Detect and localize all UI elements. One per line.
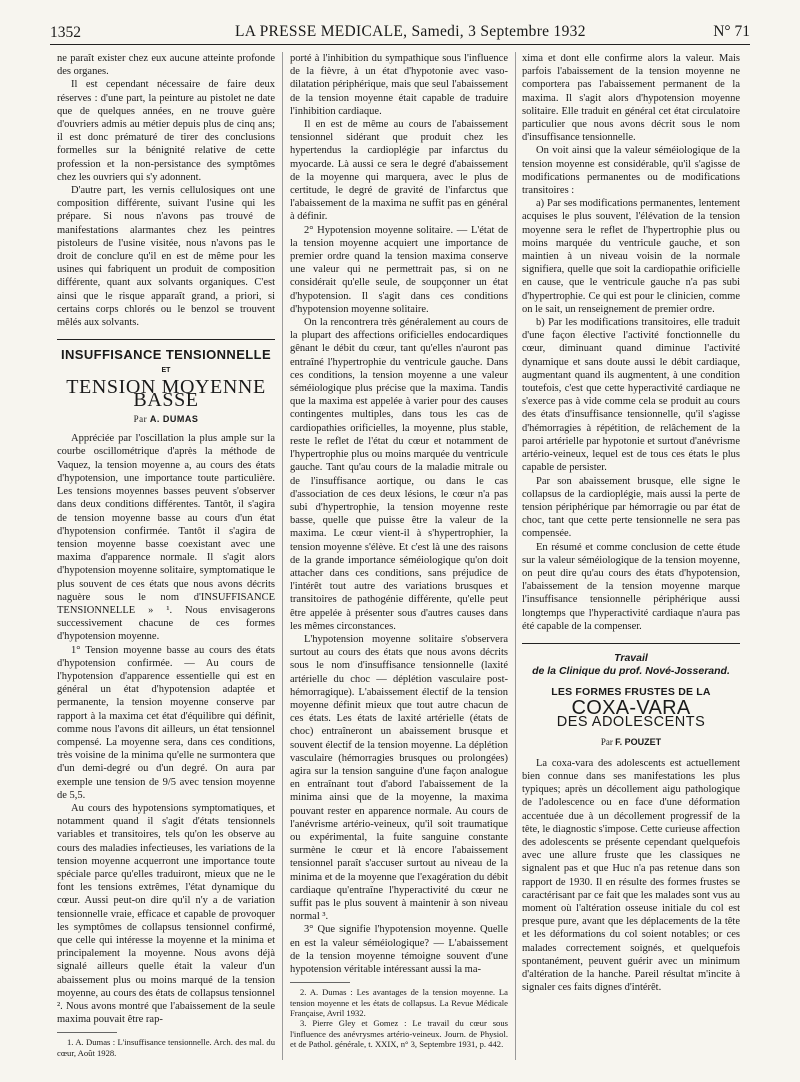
travail-line2: de la Clinique du prof. Nové-Josserand. — [532, 664, 730, 677]
article-separator — [522, 643, 740, 644]
paragraph: 2° Hypotension moyenne solitaire. — L'état de la tension moyenne acquiert une importance de premier ordre quand la tension maxima conserve une valeur qui ne permettrait pas, si on ne considérait qu'elle seule, de soupçonner un état d'hypotension. Il s'agit dans ces conditions d'hypotension moyenne solitaire. — [290, 224, 508, 315]
article-title-line1: LES FORMES FRUSTES DE LA — [551, 685, 711, 698]
footnote: 1. A. Dumas : L'insuffisance tensionnelle. Arch. des mal. du cœur, Août 1928. — [57, 1037, 275, 1058]
article-title-line2: COXA-VARA — [571, 697, 691, 720]
article-heading — [57, 348, 275, 426]
paragraph: L'hypotension moyenne solitaire s'observera surtout au cours des états que nous avons décrits sous le nom d'insuffisance tensionnelle (laxité artérielle du choc — déplétion vasculaire post-hémorragique). L'abaissement électif de la tension moyenne définit mieux que tout autre chacun de ces états. Les états de laxité artérielle (états de choc) entraîneront un abaissement brusque et souvent électif de la tension moyenne. La déplétion vasculaire (hémorragies brusques ou prolongées) agira sur la tension sanguine d'une façon analogue en entraînant tout d'abord l'abaissement de la minima ainsi que de la moyenne, la maxima pouvant rester en apparence normale. Au cours de l'anévrisme artério-veineux, qu'il soit traumatique ou expérimental, la fuite sanguine constante surmène le cœur et là encore l'abaissement tensionnel paraît s'accuser surtout au niveau de la minima et de la moyenne que l'exagération du débit cardiaque qu'entraîne l'hyperactivité du cœur ne suffit pas le plus souvent à maintenir à son niveau normal ³. — [290, 633, 508, 923]
footnote: 2. A. Dumas : Les avantages de la tension moyenne. La tension moyenne et les états de collapsus. La Revue Médicale Française, Avril 1932. — [290, 987, 508, 1019]
travail-line1: Travail — [614, 651, 648, 664]
paragraph: D'autre part, les vernis cellulosiques ont une composition différente, suivant l'usine qui les prépare. Si nous n'avons pas trouvé de manifestations alarmantes chez les peintres pistoleurs de l'usine visitée, nous n'avons pas le droit de conclure qu'il en est de même pour les usines qui fabriquent un produit de composition différente, quant aux solvants organiques. C'est ainsi que le risque apparaît grand, a priori, si certains corps chlorés ou le benzol se trouvent mêlés aux solvants. — [57, 185, 275, 329]
article-byline — [522, 736, 740, 749]
article-title-line3: DES ADOLESCENTS — [556, 714, 706, 731]
paragraph: ne paraît exister chez eux aucune atteinte profonde des organes. — [57, 53, 275, 78]
paragraph: 1° Tension moyenne basse au cours des états d'hypotension confirmée. — Au cours de l'hypotension d'apparence essentielle qui est en général un état d'hypotension adaptée et permanente, la tension moyenne conserve par rapport à la maxima cet état d'équilibre qui définit, comme nous l'avons dit ailleurs, un état tensionnel compensé. La moyenne sera, dans ces conditions, très voisine de la minima qu'elle ne surmontera que d'un demi-degré ou d'un degré. On aura par exemple une tension de 9/5 avec tension moyenne de 5,5. — [57, 644, 275, 801]
paragraph: Il est cependant nécessaire de faire deux réserves : d'une part, la peinture au pistolet ne date que de quelques années, en ne trouve guère d'ouvriers admis au métier depuis plus de cinq ans; il est donc prématuré de tirer des conclusions formelles sur la bénignité relative de cette profession et la non-persistance des symptômes chez les ouvriers qui s'y adonnent. — [57, 79, 275, 183]
journal-title: LA PRESSE MEDICALE, Samedi, 3 Septembre 1932 — [235, 23, 586, 40]
footnotes — [290, 987, 508, 1049]
article-heading — [522, 686, 740, 749]
footnote-rule — [57, 1032, 117, 1033]
page-header — [50, 22, 750, 45]
column-divider — [282, 52, 283, 1060]
column-1 — [57, 52, 275, 1058]
byline-prefix: Par — [600, 736, 613, 747]
article-byline — [57, 413, 275, 426]
byline-prefix: Par — [133, 414, 148, 425]
issue-number: N° 71 — [713, 23, 750, 40]
page-number: 1352 — [50, 24, 81, 41]
footnote-rule — [290, 982, 350, 983]
paragraph: On la rencontrera très généralement au cours de la plupart des affections orificielles endocardiques gênant le débit du cœur, tant qu'elles n'auront pas entraîné l'hypertrophie du ventricule gauche. Dans ces conditions, la tension moyenne a une valeur séméiologique plus précise que la maxima. Tandis que la maxima est appelée à varier pour des causes contingentes multiples, dans tous les cas de cardiopathies orificielles, la moyenne, plus stable, reste le reflet de l'état du cœur et notamment de l'hypertrophie plus ou moins marquée du ventricule gauche. Tant qu'au cours de la maladie mitrale ou de l'insuffisance aortique, ou dans le cas d'association de ces deux lésions, le cœur n'a pas subi d'hypertrophie, la tension moyenne reste basse, quelle que puisse être la valeur de la maxima. Le cœur vient-il à s'hypertrophier, la tension moyenne s'élève. Et c'est là une des raisons de la grande importance séméiologique qu'on doit attacher dans ces conditions, sans préjudice de l'intérêt tout autre des variations brusques et transitoires de pathogénie différente, qu'elle peut être appelée à présenter sous d'autres causes dans les mêmes circonstances. — [290, 317, 508, 632]
travail-heading — [522, 652, 740, 678]
column-3 — [522, 52, 740, 994]
footnote: 3. Pierre Gley et Gomez : Le travail du cœur sous l'influence des anévrysmes artério-veineux. Journ. de Physiol. et de Pathol. générale, t. XXIX, n° 3, Septembre 1931, p. 442. — [290, 1018, 508, 1050]
paragraph: En résumé et comme conclusion de cette étude sur la valeur séméiologique de la tension moyenne, on peut dire qu'au cours des états d'hypotension, l'abaissement de la tension moyenne marque l'insuffisance tensionnelle périphérique aussi longtemps que l'hyperactivité cardiaque n'aura pas été capable de la compenser. — [522, 541, 740, 632]
article-title-et: ET — [161, 367, 171, 375]
article-title-line1: INSUFFISANCE TENSIONNELLE — [60, 347, 272, 363]
column-divider — [515, 52, 516, 1060]
footnotes — [57, 1037, 275, 1058]
paragraph: porté à l'inhibition du sympathique sous l'influence de la fièvre, à un état d'hypotonie avec vaso-dilatation périphérique, mais que seul l'abaissement de la tension moyenne était capable de traduire l'inhibition cardiaque. — [290, 53, 508, 117]
paragraph: Appréciée par l'oscillation la plus ample sur la courbe oscillométrique d'après la méthode de Vaquez, la tension moyenne a, au cours des états d'hypotension, une importance toute particulière. Les tensions moyennes basses peuvent s'observer dans deux conditions différentes. Tantôt, il s'agira de tension moyenne basse au cours d'un état d'hypotension confirmée. Tantôt il s'agira de tension moyenne basse coexistant avec une maxima d'apparence normale. Il s'agit alors d'hypotension moyenne solitaire, symptomatique le plus souvent de ces états que nous avons décrits naguère sous le nom d'INSUFFISANCE TENSIONNELLE » ¹. Nous envisagerons successivement chacune de ces formes d'hypotension moyenne. — [57, 433, 275, 643]
column-2 — [290, 52, 508, 1050]
article-author: A. DUMAS — [149, 414, 199, 425]
article-title-line2: TENSION MOYENNE BASSE — [66, 375, 266, 411]
article-author: F. POUZET — [615, 736, 662, 747]
paragraph: Il en est de même au cours de l'abaissement tensionnel sidérant que produit chez les hypertendus la cardioplégie par infarctus du myocarde. Là aussi ce sera le degré d'abaissement de la moyenne qui marquera, avec le plus de certitude, le degré de gravité de l'infarctus que l'abaissement de la maxima ne suffit pas en général à définir. — [290, 119, 508, 223]
paragraph: Au cours des hypotensions symptomatiques, et notamment quand il s'agit d'états tensionnels variables et transitoires, tels qu'on les observe au cours des maladies infectieuses, les variations de la tension moyenne acquerront une importance toute spéciale parce qu'elles traduiront, mieux que ne le font les tensions extrêmes, l'état dynamique du cœur. Aussi peut-on dire qu'il n'y a de variation tensionnelle vraie, efficace et capable de provoquer les symptômes de collapsus tensionnel confirmé, que celle qui intéresse la moyenne et la minima et principalement la moyenne. Nous avons déjà signalé ailleurs quelle était la valeur d'un abaissement plus ou moins marqué de la tension moyenne, au cours des états de collapsus tensionnel ². Nous avons montré que l'abaissement de la seule maxima pouvait être rap- — [57, 802, 275, 1026]
paragraph: On voit ainsi que la valeur séméiologique de la tension moyenne est considérable, qu'il s'agisse de modifications permanentes ou de modifications transitoires : — [522, 145, 740, 197]
paragraph: Par son abaissement brusque, elle signe le collapsus de la cardioplégie, mais aussi la perte de tension périphérique par hémorragie ou par état de choc, tant que cette perte tensionnelle ne sera pas compensée. — [522, 475, 740, 540]
article-separator — [57, 339, 275, 340]
paragraph: b) Par les modifications transitoires, elle traduit d'une façon élective l'activité fonctionnelle du cœur, diminuant quand diminue l'activité dynamique et sans doute aussi le débit cardiaque, augmentant quand ils augmentent, à une condition toutefois, c'est que cette hyperactivité cardiaque ne s'exerce pas à vide comme cela se produit au cours des états d'insuffisance tensionnelle, qu'il s'agisse d'hémorragies à répétition, de relâchement de la paroi artérielle par hypotonie et surtout d'anévrisme artério-veineux, lequel est de tous ces états le plus capable de persister. — [522, 317, 740, 474]
paragraph: 3° Que signifie l'hypotension moyenne. Quelle en est la valeur séméiologique? — L'abaissement de la tension moyenne témoigne souvent d'une hypotension véritable intéressant aussi la ma- — [290, 924, 508, 976]
paragraph: La coxa-vara des adolescents est actuellement bien connue dans ses manifestations les plus typiques; après un décollement aigu pathologique de l'adolescence ou en face d'une déformation accentuée due à un décollement progressif de la tête, le diagnostic s'impose. Cette curieuse affection des adolescents se présente cependant quelquefois avec une allure fruste que les classiques ne signalent pas et que Huc n'a pas retenue dans son rapport de 1930. Il en résulte des formes frustes se caractérisant par ce fait que les malades sont vus au moment où l'altération osseuse initiale du col est presque pure, avant que les déplacements de la tête et les déformations du col soient notables; or ces malades correctement soignés, et quelquefois spontanément, peuvent guérir avec un minimum d'altération de la hanche. Pareil résultat m'incite à signaler ces faits dignes d'intérêt. — [522, 757, 740, 994]
paragraph: a) Par ses modifications permanentes, lentement acquises le plus souvent, l'élévation de la tension moyenne sera le reflet de l'hypertrophie plus ou moins marquée du ventricule gauche, et son maintien à un niveau voisin de la normale signifiera, quelle que soit la cardiopathie orificielle en cause, que le ventricule gauche n'a pas subi d'hypertrophie. Ce qui est pour le clinicien, comme on le sait, un renseignement de premier ordre. — [522, 198, 740, 315]
paragraph: xima et dont elle confirme alors la valeur. Mais parfois l'abaissement de la tension moyenne ne comportera pas l'abaissement permanent de la maxima. Il s'agit alors d'hypotension moyenne solitaire. Elle traduit en général cet état circulatoire particulier que nous avons décrit sous le nom d'insuffisance tensionnelle. — [522, 53, 740, 144]
